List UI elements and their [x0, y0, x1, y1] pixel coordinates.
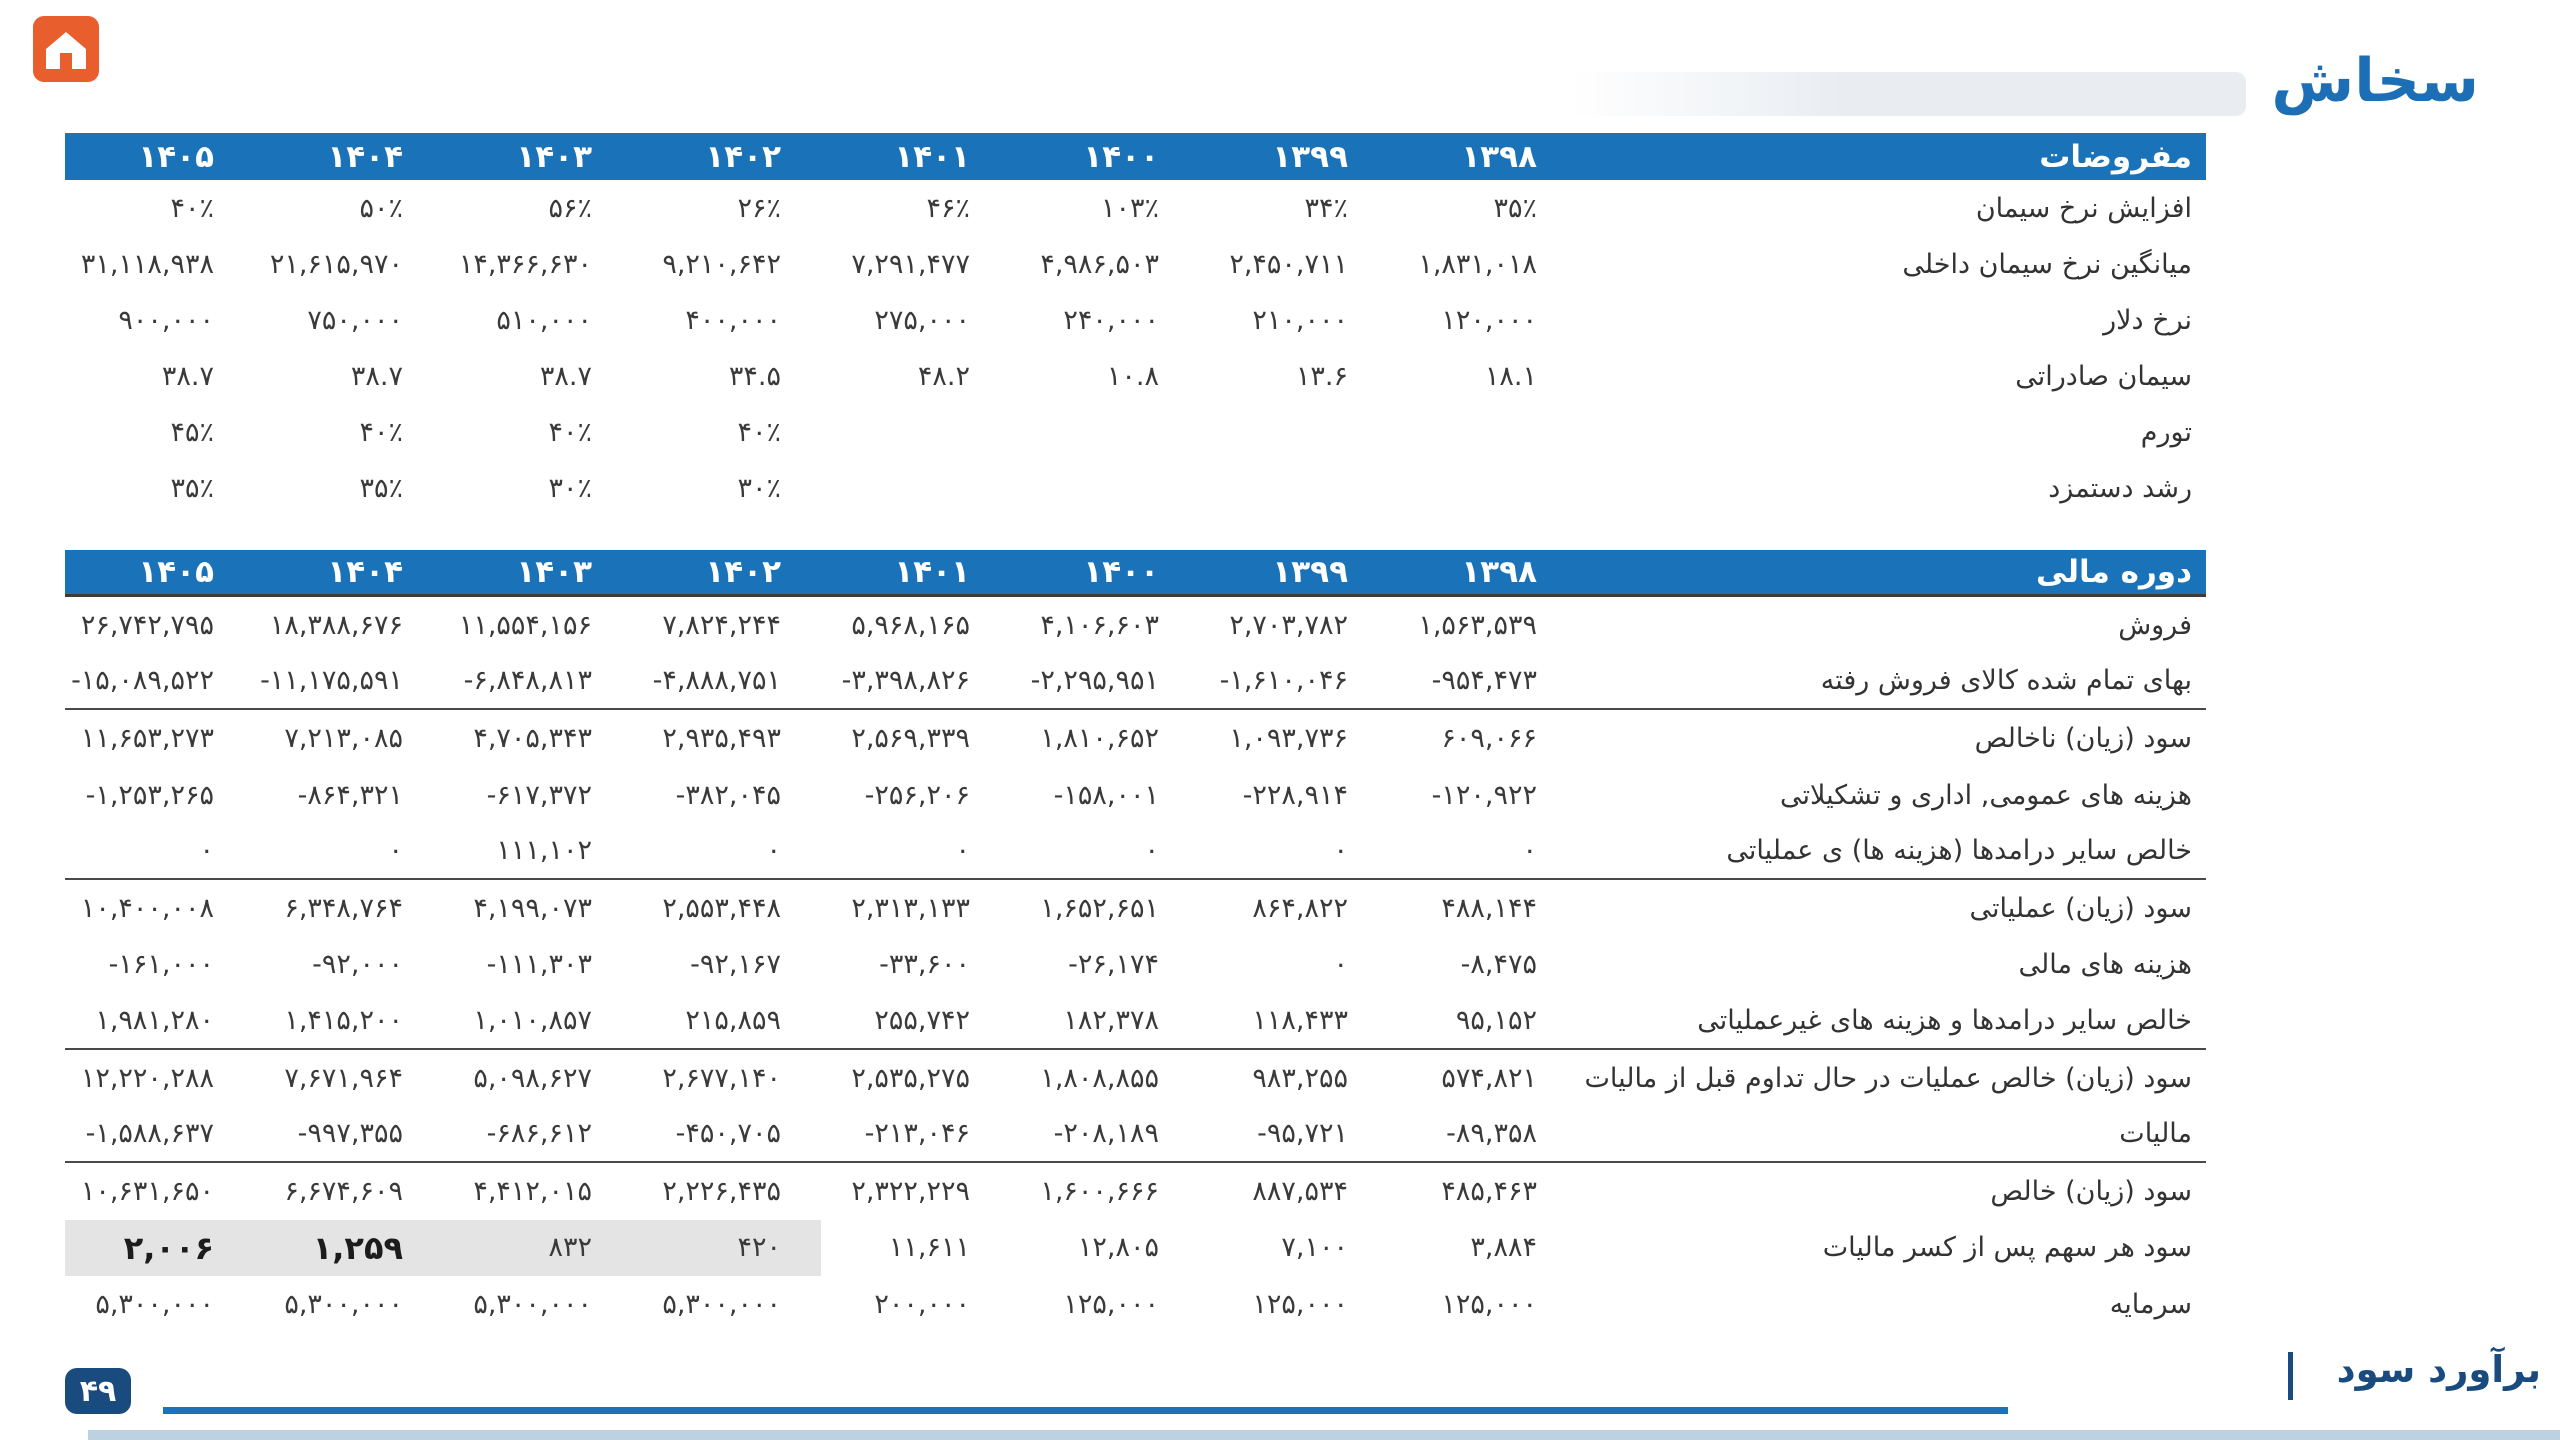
- table-cell: ۲,۵۵۳,۴۴۸: [662, 892, 781, 924]
- row-label: سود (زیان) ناخالص: [1974, 722, 2192, 754]
- table-cell: ۳۵٪: [1493, 192, 1537, 224]
- table-cell: [821, 460, 1010, 516]
- table-cell: ۴۸۵,۴۶۳: [1441, 1175, 1537, 1207]
- table-cell: -۳۸۲,۰۴۵: [675, 779, 781, 811]
- table-cell: ۵۶٪: [548, 192, 592, 224]
- table-row: [65, 710, 2206, 767]
- table-cell: -۶۱۷,۳۷۲: [486, 779, 592, 811]
- row-label: سود (زیان) خالص عملیات در حال تداوم قبل از مالیات: [1584, 1062, 2192, 1094]
- table-cell: ۵,۳۰۰,۰۰۰: [662, 1288, 781, 1320]
- table-cell: ۲,۳۱۳,۱۳۳: [851, 892, 970, 924]
- table-cell: ۲,۴۵۰,۷۱۱: [1229, 248, 1348, 280]
- assumptions-table: [65, 133, 2206, 516]
- table-cell: ۱۱,۵۵۴,۱۵۶: [458, 609, 592, 641]
- table-cell: ۷,۲۱۳,۰۸۵: [284, 722, 403, 754]
- table-cell: -۲۰۸,۱۸۹: [1053, 1118, 1159, 1150]
- table-cell: ۲۵۵,۷۴۲: [874, 1004, 970, 1036]
- table-cell: ۱,۸۳۱,۰۱۸: [1418, 248, 1537, 280]
- table-cell: ۳۵٪: [170, 472, 214, 504]
- table-row: [65, 1220, 2206, 1277]
- table-cell: ۵۰٪: [359, 192, 403, 224]
- table-cell: ۱۴,۳۶۶,۶۳۰: [458, 248, 592, 280]
- table-cell: ۲۴۰,۰۰۰: [1063, 304, 1159, 336]
- table-cell: ۰: [199, 835, 214, 867]
- table-cell: ۲۱,۶۱۵,۹۷۰: [269, 248, 403, 280]
- table-cell: ۳۴٪: [1304, 192, 1348, 224]
- table-cell: -۲۲۸,۹۱۴: [1242, 779, 1348, 811]
- table-cell: ۲,۵۳۵,۲۷۵: [851, 1062, 970, 1094]
- year-header: ۱۴۰۰: [1083, 138, 1159, 175]
- table-row: [65, 404, 2206, 460]
- logo-ring-icon: [75, 88, 96, 109]
- table-cell: ۰: [955, 835, 970, 867]
- table-cell: -۹۵,۷۲۱: [1257, 1118, 1348, 1150]
- table-cell: ۸۸۷,۵۳۴: [1252, 1175, 1348, 1207]
- table-cell: ۱۰.۸: [1106, 360, 1159, 392]
- table-row: [65, 1106, 2206, 1163]
- row-label: هزینه های مالی: [2018, 949, 2192, 981]
- table-cell: ۹۵,۱۵۲: [1455, 1004, 1537, 1036]
- table-cell: ۲,۰۰۶: [65, 1220, 254, 1277]
- table-cell: ۴,۹۸۶,۵۰۳: [1040, 248, 1159, 280]
- table-cell: ۱۰,۶۳۱,۶۵۰: [80, 1175, 214, 1207]
- year-header: ۱۳۹۹: [1272, 554, 1348, 590]
- table-cell: ۱۲۵,۰۰۰: [1063, 1288, 1159, 1320]
- table-cell: [821, 404, 1010, 460]
- table-cell: ۵,۳۰۰,۰۰۰: [473, 1288, 592, 1320]
- page-number-badge: ۴۹: [65, 1368, 131, 1414]
- page-title: سخاش: [2271, 46, 2479, 116]
- table-cell: -۲۶,۱۷۴: [1068, 949, 1159, 981]
- row-label: سود (زیان) خالص: [1990, 1175, 2192, 1207]
- table-cell: ۱,۰۱۰,۸۵۷: [473, 1004, 592, 1036]
- table-cell: ۴۰٪: [737, 416, 781, 448]
- table-cell: ۲,۹۳۵,۴۹۳: [662, 722, 781, 754]
- table-cell: -۸۹,۳۵۸: [1446, 1118, 1537, 1150]
- table-cell: ۵,۰۹۸,۶۲۷: [473, 1062, 592, 1094]
- table-cell: ۴,۱۰۶,۶۰۳: [1040, 609, 1159, 641]
- year-header: ۱۳۹۹: [1272, 138, 1348, 175]
- table-cell: [1010, 460, 1199, 516]
- table-cell: ۴۰٪: [170, 192, 214, 224]
- table-cell: ۴۶٪: [926, 192, 970, 224]
- table-cell: ۲,۷۰۳,۷۸۲: [1229, 609, 1348, 641]
- house-icon: [33, 16, 99, 82]
- table-header-row: [65, 550, 2206, 597]
- table-cell: ۱,۵۶۳,۵۳۹: [1418, 609, 1537, 641]
- row-label: بهای تمام شده کالای فروش رفته: [1820, 665, 2192, 697]
- table-cell: -۴۵۰,۷۰۵: [675, 1118, 781, 1150]
- table-row: [65, 1050, 2206, 1107]
- year-header: ۱۳۹۸: [1461, 554, 1537, 590]
- year-header: ۱۴۰۰: [1083, 554, 1159, 590]
- table-cell: ۰: [1333, 835, 1348, 867]
- table-cell: ۲,۶۷۷,۱۴۰: [662, 1062, 781, 1094]
- table-cell: ۲۰۰,۰۰۰: [874, 1288, 970, 1320]
- table-cell: -۱,۵۸۸,۶۳۷: [85, 1118, 214, 1150]
- table-cell: ۲۱۰,۰۰۰: [1252, 304, 1348, 336]
- table-cell: ۱,۶۰۰,۶۶۶: [1040, 1175, 1159, 1207]
- table-cell: -۱,۲۵۳,۲۶۵: [85, 779, 214, 811]
- year-header: ۱۴۰۱: [894, 554, 970, 590]
- row-label: رشد دستمزد: [2048, 472, 2192, 504]
- table-cell: ۵,۹۶۸,۱۶۵: [851, 609, 970, 641]
- table-cell: ۴,۷۰۵,۳۴۳: [473, 722, 592, 754]
- table-row: [65, 180, 2206, 236]
- table-cell: ۳۸.۷: [350, 360, 403, 392]
- table-cell: ۹۰۰,۰۰۰: [118, 304, 214, 336]
- table-cell: ۱۰۳٪: [1100, 192, 1159, 224]
- table-cell: -۶۸۶,۶۱۲: [486, 1118, 592, 1150]
- table-cell: -۱۶۱,۰۰۰: [108, 949, 214, 981]
- table-cell: -۳,۳۹۸,۸۲۶: [841, 665, 970, 697]
- table-row: [65, 654, 2206, 711]
- table-cell: ۴۸۸,۱۴۴: [1441, 892, 1537, 924]
- table-header-label: مفروضات: [2039, 138, 2192, 175]
- table-cell: ۱۱۱,۱۰۲: [496, 835, 592, 867]
- row-label: میانگین نرخ سیمان داخلی: [1902, 248, 2192, 280]
- table-cell: ۸۶۴,۸۲۲: [1252, 892, 1348, 924]
- table-cell: ۷,۸۲۴,۲۴۴: [662, 609, 781, 641]
- table-cell: ۱۲,۸۰۵: [1077, 1232, 1159, 1264]
- table-cell: ۱,۹۸۱,۲۸۰: [95, 1004, 214, 1036]
- year-header: ۱۴۰۴: [327, 138, 403, 175]
- table-cell: ۷,۲۹۱,۴۷۷: [851, 248, 970, 280]
- table-cell: -۱۱,۱۷۵,۵۹۱: [260, 665, 403, 697]
- table-cell: ۱,۸۱۰,۶۵۲: [1040, 722, 1159, 754]
- table-cell: ۱,۴۱۵,۲۰۰: [284, 1004, 403, 1036]
- year-header: ۱۴۰۱: [894, 138, 970, 175]
- table-cell: ۴۸.۲: [917, 360, 970, 392]
- table-cell: ۱۲۵,۰۰۰: [1441, 1288, 1537, 1320]
- table-cell: ۸۳۲: [443, 1220, 632, 1277]
- year-header: ۱۴۰۲: [705, 138, 781, 175]
- table-cell: ۱۱,۶۵۳,۲۷۳: [80, 722, 214, 754]
- table-cell: ۱,۸۰۸,۸۵۵: [1040, 1062, 1159, 1094]
- table-cell: ۱۸.۱: [1484, 360, 1537, 392]
- table-cell: -۲,۲۹۵,۹۵۱: [1030, 665, 1159, 697]
- title-highlight-bar: [1570, 72, 2246, 116]
- row-label: نرخ دلار: [2103, 304, 2192, 336]
- table-cell: [1199, 460, 1388, 516]
- table-cell: ۰: [1144, 835, 1159, 867]
- row-label: سود هر سهم پس از کسر مالیات: [1822, 1232, 2192, 1264]
- table-cell: ۱۸۲,۳۷۸: [1063, 1004, 1159, 1036]
- table-row: [65, 460, 2206, 516]
- table-cell: ۱۲,۲۲۰,۲۸۸: [80, 1062, 214, 1094]
- row-label: افزایش نرخ سیمان: [1975, 192, 2192, 224]
- table-cell: ۱۲۰,۰۰۰: [1441, 304, 1537, 336]
- financial-period-table: [65, 550, 2206, 1333]
- table-cell: -۹۵۴,۴۷۳: [1431, 665, 1537, 697]
- table-cell: ۷,۱۰۰: [1281, 1232, 1348, 1264]
- table-cell: -۴,۸۸۸,۷۵۱: [652, 665, 781, 697]
- table-cell: ۱۲۵,۰۰۰: [1252, 1288, 1348, 1320]
- table-cell: -۱۵۸,۰۰۱: [1053, 779, 1159, 811]
- table-row: [65, 597, 2206, 654]
- table-row: [65, 292, 2206, 348]
- table-row: [65, 880, 2206, 937]
- table-cell: ۵,۳۰۰,۰۰۰: [95, 1288, 214, 1320]
- table-row: [65, 767, 2206, 824]
- table-cell: ۴,۱۹۹,۰۷۳: [473, 892, 592, 924]
- table-cell: ۱۰,۴۰۰,۰۰۸: [80, 892, 214, 924]
- table-cell: ۲,۵۶۹,۳۳۹: [851, 722, 970, 754]
- table-cell: ۴۰۰,۰۰۰: [685, 304, 781, 336]
- table-cell: ۶۰۹,۰۶۶: [1441, 722, 1537, 754]
- table-cell: ۵۱۰,۰۰۰: [496, 304, 592, 336]
- table-row: [65, 236, 2206, 292]
- row-label: فروش: [2118, 609, 2192, 641]
- table-cell: -۲۵۶,۲۰۶: [864, 779, 970, 811]
- table-cell: ۶,۶۷۴,۶۰۹: [284, 1175, 403, 1207]
- row-label: خالص سایر درامدها (هزینه ها) ی عملیاتی: [1726, 835, 2192, 867]
- table-cell: ۹۸۳,۲۵۵: [1252, 1062, 1348, 1094]
- table-cell: [1199, 404, 1388, 460]
- row-label: سود (زیان) عملیاتی: [1969, 892, 2192, 924]
- table-cell: ۷۵۰,۰۰۰: [307, 304, 403, 336]
- table-cell: ۲,۳۲۲,۲۲۹: [851, 1175, 970, 1207]
- table-cell: ۷,۶۷۱,۹۶۴: [284, 1062, 403, 1094]
- row-label: سیمان صادراتی: [2015, 360, 2192, 392]
- year-header: ۱۴۰۳: [516, 554, 592, 590]
- table-cell: -۳۳,۶۰۰: [879, 949, 970, 981]
- table-header-row: [65, 133, 2206, 180]
- table-cell: ۴۰٪: [359, 416, 403, 448]
- table-cell: ۲۱۵,۸۵۹: [685, 1004, 781, 1036]
- footer-caption: برآورد سود: [2336, 1348, 2541, 1391]
- table-cell: -۸۶۴,۳۲۱: [297, 779, 403, 811]
- table-cell: ۳۰٪: [548, 472, 592, 504]
- table-cell: ۰: [1522, 835, 1537, 867]
- table-cell: -۱۵,۰۸۹,۵۲۲: [71, 665, 214, 697]
- table-cell: ۲۷۵,۰۰۰: [874, 304, 970, 336]
- table-cell: ۴۲۰: [632, 1220, 821, 1277]
- table-cell: ۴۵٪: [170, 416, 214, 448]
- table-cell: -۱۲۰,۹۲۲: [1431, 779, 1537, 811]
- table-row: [65, 937, 2206, 994]
- row-label: تورم: [2140, 416, 2192, 448]
- table-cell: ۳۰٪: [737, 472, 781, 504]
- table-cell: ۱۱۸,۴۳۳: [1252, 1004, 1348, 1036]
- footer-caption-divider: [2288, 1352, 2293, 1400]
- table-cell: ۱,۲۵۹: [254, 1220, 443, 1277]
- table-cell: ۹,۲۱۰,۶۴۲: [662, 248, 781, 280]
- table-cell: -۶,۸۴۸,۸۱۳: [463, 665, 592, 697]
- table-cell: ۱۳.۶: [1295, 360, 1348, 392]
- table-cell: ۱۸,۳۸۸,۶۷۶: [269, 609, 403, 641]
- footer-bottom-strip: [88, 1430, 2560, 1440]
- table-cell: ۵۷۴,۸۲۱: [1441, 1062, 1537, 1094]
- table-cell: ۲۶,۷۴۲,۷۹۵: [80, 609, 214, 641]
- table-cell: -۹۲,۱۶۷: [690, 949, 781, 981]
- table-row: [65, 348, 2206, 404]
- row-label: هزینه های عمومی, اداری و تشکیلاتی: [1779, 779, 2192, 811]
- table-cell: ۰: [1333, 949, 1348, 981]
- table-cell: [1388, 404, 1577, 460]
- table-cell: ۶,۳۴۸,۷۶۴: [284, 892, 403, 924]
- year-header: ۱۳۹۸: [1461, 138, 1537, 175]
- year-header: ۱۴۰۵: [138, 138, 214, 175]
- table-cell: ۳۴.۵: [728, 360, 781, 392]
- footer-accent-line: [163, 1407, 2008, 1414]
- year-header: ۱۴۰۳: [516, 138, 592, 175]
- table-cell: ۳۸.۷: [161, 360, 214, 392]
- table-row: [65, 1163, 2206, 1220]
- table-row: [65, 823, 2206, 880]
- table-cell: -۱,۶۱۰,۰۴۶: [1219, 665, 1348, 697]
- row-label: سرمایه: [2109, 1288, 2192, 1320]
- table-cell: ۱۱,۶۱۱: [888, 1232, 970, 1264]
- table-cell: ۴,۴۱۲,۰۱۵: [473, 1175, 592, 1207]
- table-cell: ۵,۳۰۰,۰۰۰: [284, 1288, 403, 1320]
- table-cell: ۱,۰۹۳,۷۳۶: [1229, 722, 1348, 754]
- row-label: خالص سایر درامدها و هزینه های غیرعملیاتی: [1697, 1004, 2192, 1036]
- table-cell: -۹۹۷,۳۵۵: [297, 1118, 403, 1150]
- table-cell: -۸,۴۷۵: [1460, 949, 1537, 981]
- table-cell: ۱,۶۵۲,۶۵۱: [1040, 892, 1159, 924]
- row-label: مالیات: [2119, 1118, 2192, 1150]
- table-cell: -۲۱۳,۰۴۶: [864, 1118, 970, 1150]
- table-cell: ۴۰٪: [548, 416, 592, 448]
- year-header: ۱۴۰۲: [705, 554, 781, 590]
- table-cell: ۰: [766, 835, 781, 867]
- table-cell: ۲۶٪: [737, 192, 781, 224]
- table-header-label: دوره مالی: [2036, 554, 2192, 590]
- table-cell: [1010, 404, 1199, 460]
- table-cell: ۰: [388, 835, 403, 867]
- table-cell: -۱۱۱,۳۰۳: [486, 949, 592, 981]
- table-row: [65, 1276, 2206, 1333]
- table-row: [65, 993, 2206, 1050]
- table-cell: ۳,۸۸۴: [1470, 1232, 1537, 1264]
- table-cell: ۳۱,۱۱۸,۹۳۸: [80, 248, 214, 280]
- year-header: ۱۴۰۴: [327, 554, 403, 590]
- table-cell: ۲,۲۲۶,۴۳۵: [662, 1175, 781, 1207]
- table-cell: [1388, 460, 1577, 516]
- table-cell: ۳۸.۷: [539, 360, 592, 392]
- table-cell: -۹۲,۰۰۰: [312, 949, 403, 981]
- table-cell: ۳۵٪: [359, 472, 403, 504]
- year-header: ۱۴۰۵: [138, 554, 214, 590]
